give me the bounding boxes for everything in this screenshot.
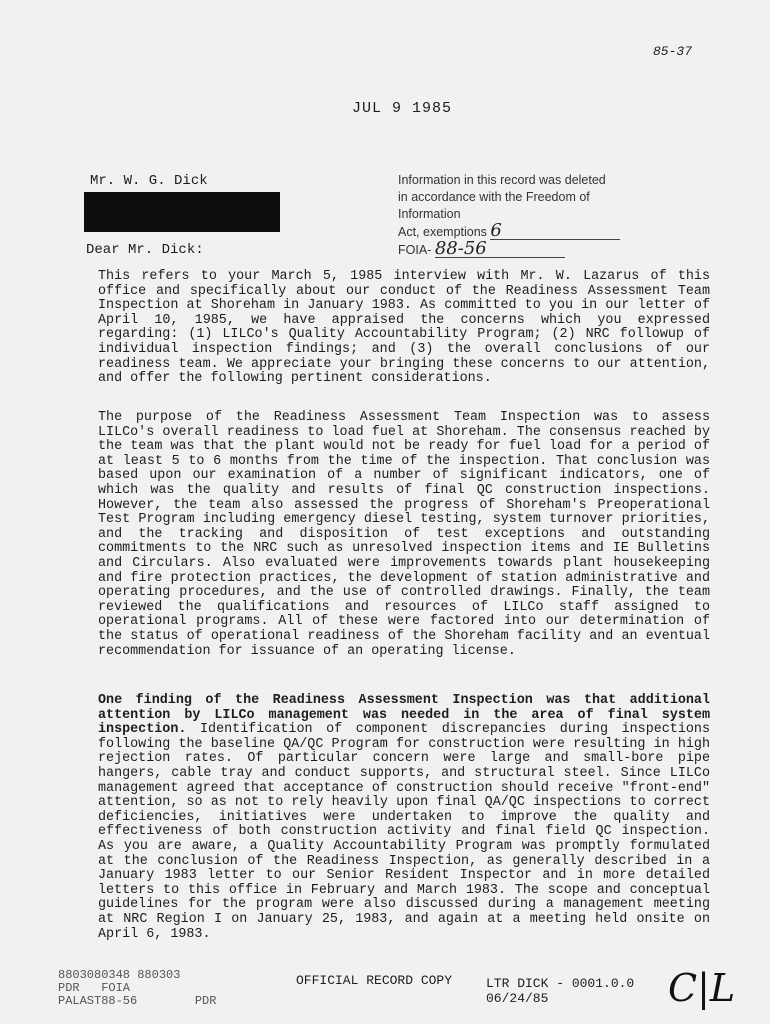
handwritten-initials: C|L: [668, 966, 736, 1010]
paragraph-3: [98, 694, 710, 942]
control-line1: 8803080348 880303: [58, 968, 181, 982]
paragraph-1-text: This refers to your March 5, 1985 interview with Mr. W. Lazarus of this office and specifically about our conduct of the Readiness Assessment Team Inspection at Shoreham in January 1983. As committed to you in our letter of April 10, 1985, we have appraised the concerns which you expressed regarding: (1) LILCo's Quality Accountability Program; (2) NRC followup of individual inspection findings; and (3) the overall conclusions of our readiness team. We appreciate your bringing these concerns to our attention, and offer the following pertinent considerations.: [98, 269, 710, 387]
redaction-block: [84, 192, 280, 232]
paragraph-3-text: Identification of component discrepancies during inspections following the baseline QA/QC Program for construction were resulting in high rejection rates. Of particular concern were large and small-bore pipe hangers, cable tray and conduct supports, and structural steel. Since LILCo management agreed that acceptance of construction should receive "front-end" attention, so as not to rely heavily upon final QA/QC inspections to correct deficiencies, initiatives were undertaken to improve the quality and effectiveness of both construction activity and final field QC inspection. As you are aware, a Quality Accountability Program was promptly formulated at the conclusion of the Readiness Inspection, as generally described in a January 1983 letter to our Senior Resident Inspector and in more detailed letters to this office in February and March 1983. The scope and conceptual guidelines for the program were also discussed during a management meeting at NRC Region I on January 25, 1983, and again at a meeting held onsite on April 6, 1983.: [98, 722, 710, 942]
foia-stamp: [398, 172, 648, 259]
foia-number-label: FOIA-: [398, 243, 432, 257]
paragraph-2-text: The purpose of the Readiness Assessment Team Inspection was to assess LILCo's overall readiness to load fuel at Shoreham. The consensus reached by the team was that the plant would not be ready for fuel load for a period of at least 5 to 6 months from the time of the inspection. That conclusion was based upon our examination of a number of significant indicators, one of which was the quality and results of final QC construction inspections. However, the team also assessed the progress of Shoreham's Preoperational Test Program including emergency diesel testing, system turnover priorities, and the tracking and disposition of test exceptions and outstanding commitments to the NRC such as unresolved inspection items and IE Bulletins and Circulars. Also evaluated were improvements towards plant housekeeping and fire protection practices, the development of station administrative and operating procedures, and the use of controlled drawings. Finally, the team reviewed the qualifications and resources of LILCo staff assigned to operational programs. All of these were factored into our determination of the status of operational readiness of the Shoreham facility and an eventual recommendation for issuance of an operating license.: [98, 410, 710, 659]
control-line2: PDR FOIA: [58, 981, 131, 995]
letter-reference-line2: 06/24/85: [486, 991, 549, 1006]
foia-stamp-line2: in accordance with the Freedom of Information: [398, 190, 590, 221]
paragraph-2: [98, 411, 710, 659]
salutation: Dear Mr. Dick:: [86, 242, 204, 258]
official-record-label: OFFICIAL RECORD COPY: [296, 973, 453, 988]
foia-stamp-line1: Information in this record was deleted: [398, 173, 606, 187]
paragraph-3-lead: One finding of the Readiness Assessment Inspection was that additional attention by LILCo management was needed in the area of final system inspection.: [98, 693, 710, 738]
control-line3: PALAST88-56 PDR: [58, 994, 217, 1008]
letter-reference-line1: LTR DICK - 0001.0.0: [486, 976, 635, 991]
letter-reference: [486, 976, 634, 1006]
document-control-numbers: [58, 969, 216, 1008]
paragraph-1: [98, 270, 710, 387]
letter-date: JUL 9 1985: [352, 100, 453, 117]
addressee-name: Mr. W. G. Dick: [90, 173, 208, 189]
handwritten-note: 85-37: [652, 44, 692, 59]
foia-number-value: 88-56: [435, 241, 565, 258]
foia-stamp-line4: [398, 238, 648, 259]
foia-exemptions-label: Act, exemptions: [398, 225, 487, 239]
foia-exemptions-value: 6: [490, 223, 620, 240]
